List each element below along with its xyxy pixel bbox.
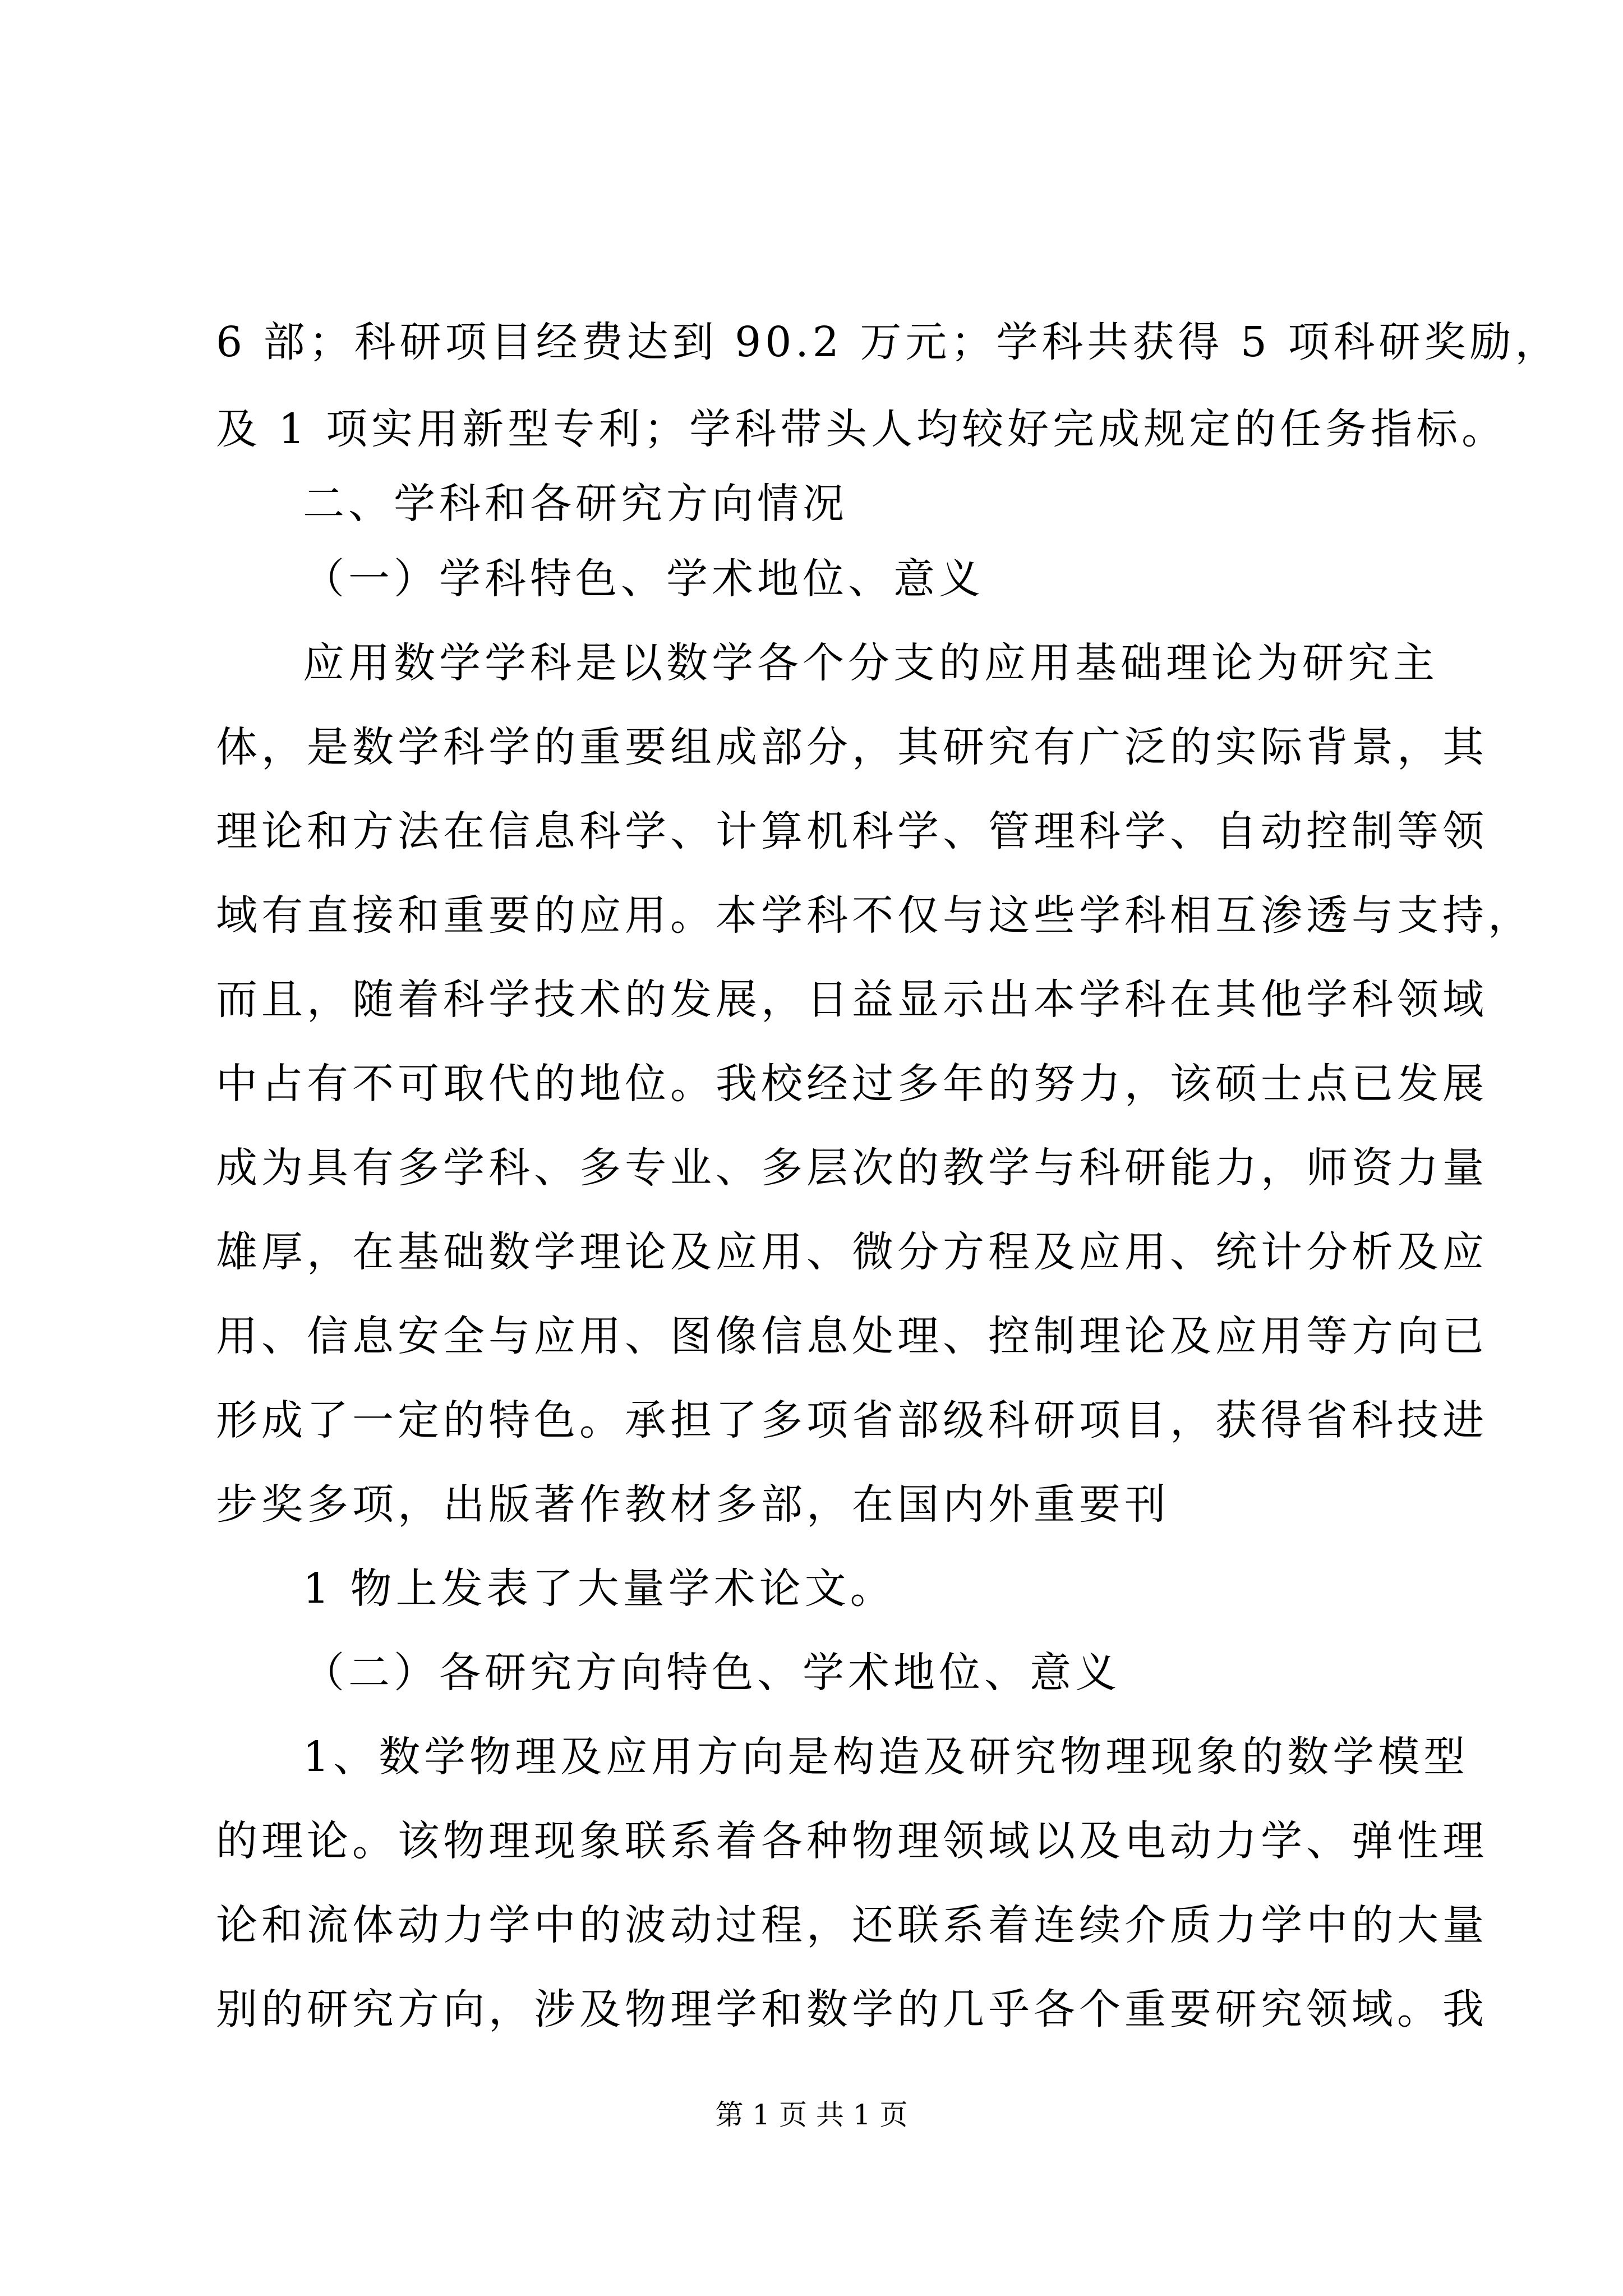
text-line: 的理论。该物理现象联系着各种物理领域以及电动力学、弹性理 [216, 1817, 1488, 1865]
text-line: 应用数学学科是以数学各个分支的应用基础理论为研究主 [303, 639, 1438, 687]
text-line: 及 1 项实用新型专利；学科带头人均较好完成规定的任务指标。 [216, 405, 1507, 453]
text-line: 域有直接和重要的应用。本学科不仅与这些学科相互渗透与支持， [216, 891, 1533, 940]
text-line: 别的研究方向，涉及物理学和数学的几乎各个重要研究领域。我 [216, 1985, 1488, 2033]
page-footer: 第 1 页 共 1 页 [715, 2099, 908, 2131]
text-line: 1、数学物理及应用方向是构造及研究物理现象的数学模型 [303, 1733, 1469, 1781]
text-line: 用、信息安全与应用、图像信息处理、控制理论及应用等方向已 [216, 1312, 1488, 1360]
text-line: 论和流体动力学中的波动过程，还联系着连续介质力学中的大量 [216, 1901, 1488, 1949]
text-line: 步奖多项，出版著作教材多部，在国内外重要刊 [216, 1480, 1170, 1529]
text-line: 雄厚，在基础数学理论及应用、微分方程及应用、统计分析及应 [216, 1228, 1488, 1276]
subsection-heading: （二）各研究方向特色、学术地位、意义 [303, 1649, 1121, 1697]
text-line: 1 物上发表了大量学术论文。 [303, 1565, 896, 1613]
text-line: 体，是数学科学的重要组成部分，其研究有广泛的实际背景，其 [216, 723, 1488, 771]
text-line: 6 部；科研项目经费达到 90.2 万元；学科共获得 5 项科研奖励， [216, 318, 1561, 366]
text-line: 成为具有多学科、多专业、多层次的教学与科研能力，师资力量 [216, 1144, 1488, 1192]
text-line: 形成了一定的特色。承担了多项省部级科研项目，获得省科技进 [216, 1396, 1488, 1444]
text-line: 而且，随着科学技术的发展，日益显示出本学科在其他学科领域 [216, 976, 1488, 1024]
text-line: 中占有不可取代的地位。我校经过多年的努力，该硕士点已发展 [216, 1060, 1488, 1108]
section-heading: 二、学科和各研究方向情况 [303, 480, 848, 528]
text-line: 理论和方法在信息科学、计算机科学、管理科学、自动控制等领 [216, 807, 1488, 855]
subsection-heading: （一）学科特色、学术地位、意义 [303, 555, 984, 603]
